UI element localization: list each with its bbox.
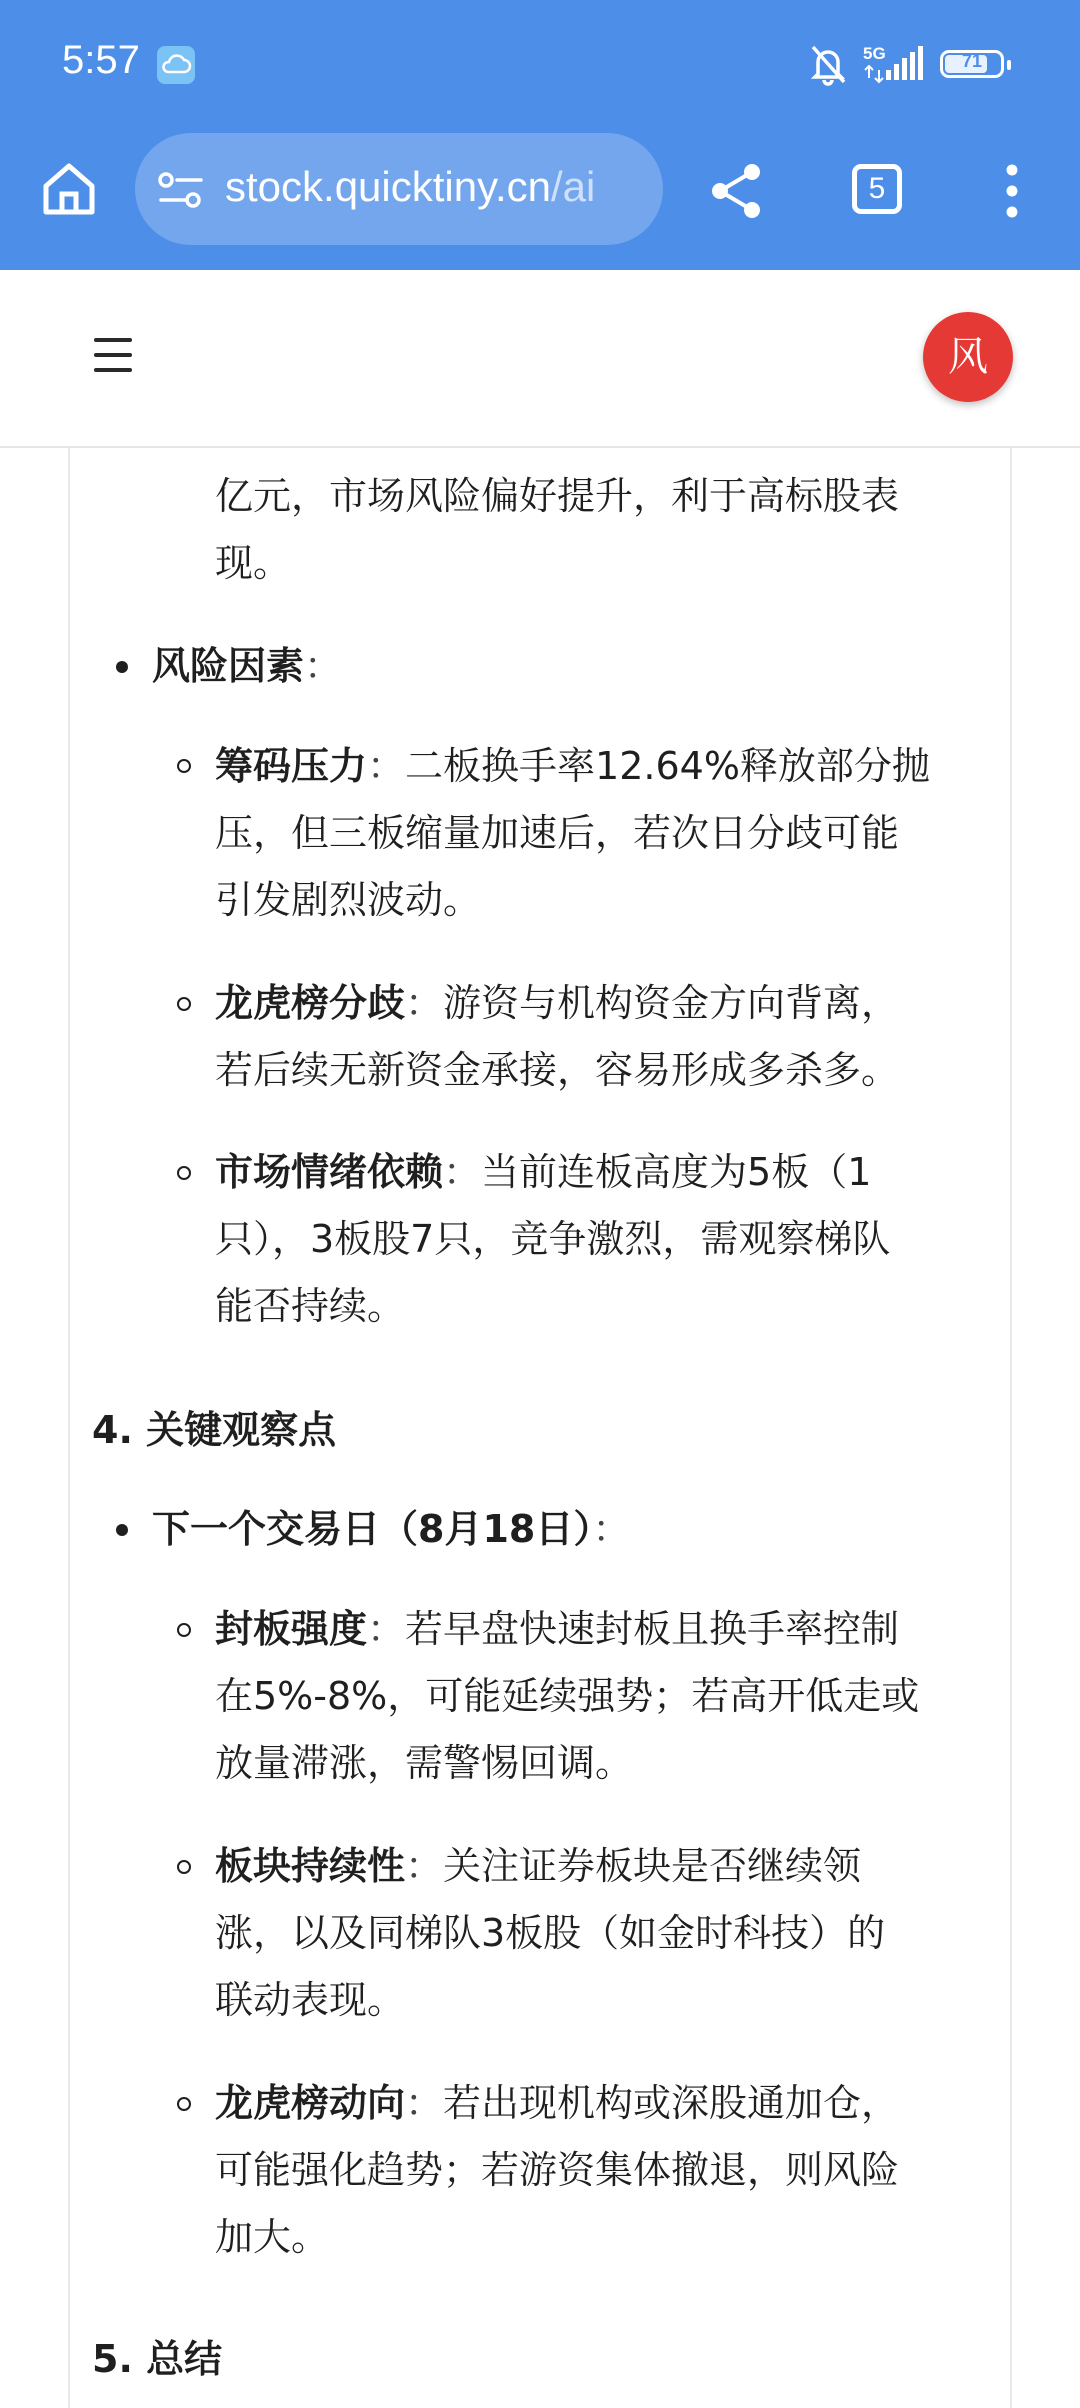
watch-item-line: 龙虎榜动向：若出现机构或深股通加仓， — [215, 2081, 900, 2125]
watch-item-line: 板块持续性：关注证券板块是否继续领 — [215, 1844, 862, 1888]
bullet-circle — [177, 1166, 191, 1180]
tab-count: 5 — [868, 172, 886, 205]
battery-level: 71 — [961, 51, 983, 71]
bell-off-icon — [808, 42, 848, 86]
url-path: /ai — [551, 163, 596, 210]
url-text[interactable] — [225, 163, 645, 211]
risk-item-line: 若后续无新资金承接，容易形成多杀多。 — [215, 1048, 900, 1092]
watch-item-line: 封板强度：若早盘快速封板且换手率控制 — [215, 1607, 900, 1651]
status-time: 5:57 — [62, 38, 140, 82]
risk-item-line: 引发剧烈波动。 — [215, 878, 482, 922]
section-heading: 5. 总结 — [92, 2337, 223, 2381]
section-heading: 4. 关键观察点 — [92, 1408, 337, 1452]
risk-factors-title: 风险因素： — [152, 644, 343, 688]
more-vert-icon[interactable] — [1002, 160, 1022, 222]
risk-item-line: 只），3板股7只，竞争激烈，需观察梯队 — [215, 1217, 891, 1261]
status-bar — [0, 0, 1080, 130]
signal-icon — [862, 44, 924, 84]
battery-icon — [940, 50, 1004, 78]
watch-item-line: 放量滞涨，需警惕回调。 — [215, 1741, 634, 1785]
risk-item-line: 筹码压力：二板换手率12.64%释放部分抛 — [215, 744, 930, 788]
site-logo-avatar[interactable]: 风 — [923, 312, 1013, 402]
paragraph-line: 亿元，市场风险偏好提升，利于高标股表 — [215, 474, 900, 518]
site-settings-icon[interactable] — [157, 171, 205, 209]
tabs-icon[interactable] — [852, 164, 902, 214]
risk-item-line: 能否持续。 — [215, 1284, 406, 1328]
share-icon[interactable] — [706, 160, 768, 222]
paragraph-line: 现。 — [215, 541, 292, 585]
hamburger-menu-icon[interactable] — [94, 338, 132, 372]
risk-item-line: 市场情绪依赖：当前连板高度为5板（1 — [215, 1150, 872, 1194]
home-icon[interactable] — [38, 158, 100, 220]
bullet-circle — [177, 759, 191, 773]
address-bar[interactable] — [135, 133, 663, 245]
risk-item-line: 压，但三板缩量加速后，若次日分歧可能 — [215, 811, 900, 855]
cloud-icon — [157, 46, 195, 84]
bullet-circle — [177, 2097, 191, 2111]
site-header — [0, 270, 1080, 448]
risk-item-line: 龙虎榜分歧：游资与机构资金方向背离， — [215, 981, 900, 1025]
bullet-circle — [177, 1623, 191, 1637]
watch-item-line: 可能强化趋势；若游资集体撤退，则风险 — [215, 2148, 900, 2192]
watch-item-line: 加大。 — [215, 2215, 330, 2259]
bullet-dot — [116, 661, 128, 673]
watch-item-line: 在5%-8%，可能延续强势；若高开低走或 — [215, 1674, 920, 1718]
bullet-circle — [177, 1860, 191, 1874]
browser-top-bar — [0, 0, 1080, 270]
next-day-title: 下一个交易日（8月18日）： — [152, 1507, 631, 1551]
watch-item-line: 联动表现。 — [215, 1978, 406, 2022]
bullet-circle — [177, 997, 191, 1011]
bullet-dot — [116, 1524, 128, 1536]
network-label: 5G — [863, 44, 886, 63]
url-host: stock.quicktiny.cn — [225, 163, 552, 210]
watch-item-line: 涨，以及同梯队3板股（如金时科技）的 — [215, 1911, 886, 1955]
